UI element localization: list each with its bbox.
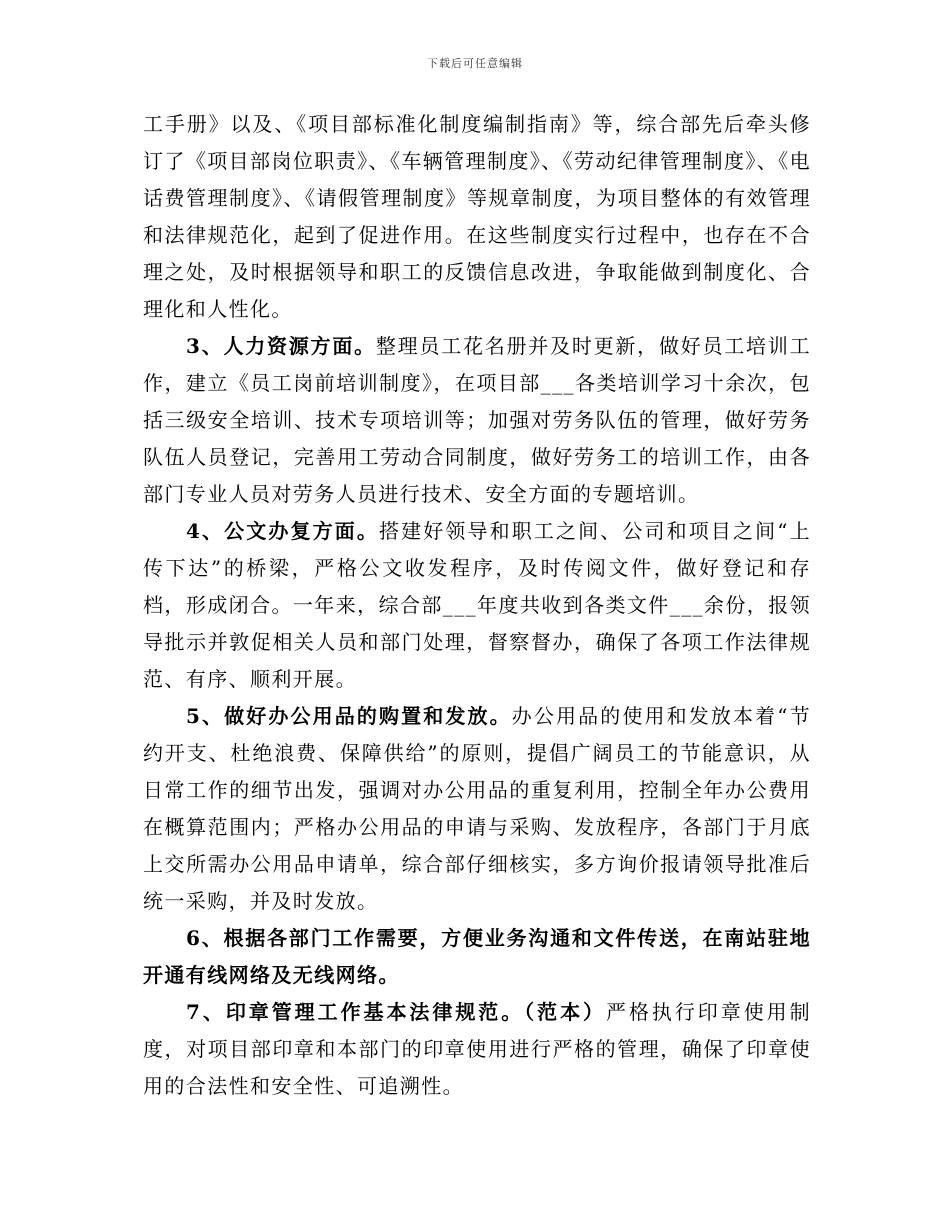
document-body [143, 106, 811, 1105]
paragraph-4 [143, 513, 811, 698]
page-header: 下载后可任意编辑 [427, 57, 523, 70]
paragraph-7 [143, 994, 811, 1105]
paragraph-6 [143, 920, 811, 994]
paragraph-7-text: 严格执行印章使用制度，对项目部印章和本部门的印章使用进行严格的管理，确保了印章使用的合法性和安全性、可追溯性。 [143, 1000, 811, 1098]
paragraph-4-heading: 4、公文办复方面。 [186, 519, 380, 543]
paragraph-5-heading: 5、做好办公用品的购置和发放。 [186, 704, 512, 728]
paragraph-1-text: 工手册》以及、《项目部标准化制度编制指南》等，综合部先后牵头修订了《项目部岗位职责》、《车辆管理制度》、《劳动纪律管理制度》、《电话费管理制度》、《请假管理制度》等规章制度，为项目整体的有效管理和法律规范化，起到了促进作用。在这些制度实行过程中，也存在不合理之处，及时根据领导和职工的反馈信息改进，争取能做到制度化、合理化和人性化。 [143, 112, 811, 321]
paragraph-7-heading: 7、印章管理工作基本法律规范。（范本） [186, 1000, 606, 1024]
paragraph-5 [143, 698, 811, 920]
paragraph-3-text: 整理员工花名册并及时更新，做好员工培训工作，建立《员工岗前培训制度》，在项目部___各类培训学习十余次，包括三级安全培训、技术专项培训等；加强对劳务队伍的管理，做好劳务队伍人员登记，完善用工劳动合同制度，做好劳务工的培训工作，由各部门专业人员对劳务人员进行技术、安全方面的专题培训。 [143, 334, 811, 506]
paragraph-5-text: 办公用品的使用和发放本着“节约开支、杜绝浪费、保障供给”的原则，提倡广阔员工的节能意识，从日常工作的细节出发，强调对办公用品的重复利用，控制全年办公费用在概算范围内；严格办公用品的申请与采购、发放程序，各部门于月底上交所需办公用品申请单，综合部仔细核实，多方询价报请领导批准后统一采购，并及时发放。 [143, 704, 811, 913]
paragraph-6-heading: 6、根据各部门工作需要，方便业务沟通和文件传送，在南站驻地开通有线网络及无线网络。 [143, 926, 811, 987]
paragraph-3-heading: 3、人力资源方面。 [186, 334, 376, 358]
paragraph-4-text: 搭建好领导和职工之间、公司和项目之间“上传下达”的桥梁，严格公文收发程序，及时传阅文件，做好登记和存档，形成闭合。一年来，综合部___年度共收到各类文件___余份，报领导批示并敦促相关人员和部门处理，督察督办，确保了各项工作法律规范、有序、顺利开展。 [143, 519, 811, 691]
paragraph-1 [143, 106, 811, 328]
paragraph-3 [143, 328, 811, 513]
